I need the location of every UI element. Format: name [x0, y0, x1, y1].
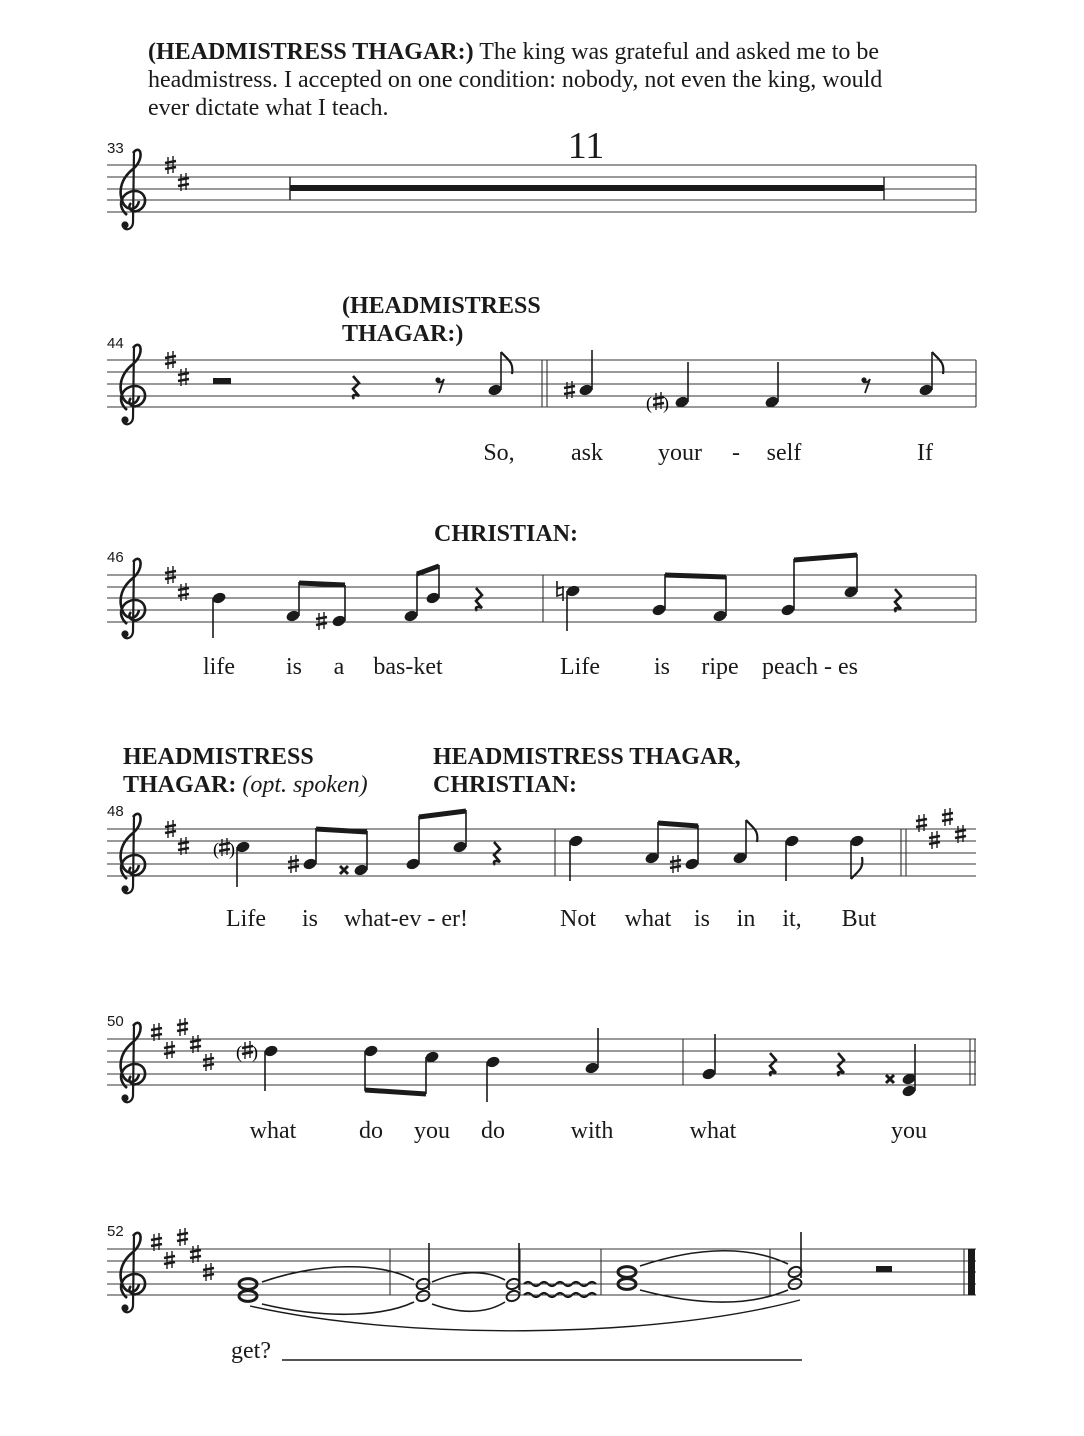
lyric: If — [917, 440, 933, 466]
measure-number: 46 — [107, 549, 124, 566]
staff-system-46 — [107, 575, 976, 622]
lyric: ask — [571, 440, 603, 466]
lyric: Life — [560, 654, 600, 680]
measure-number: 52 — [107, 1223, 124, 1240]
staff-system-44 — [107, 360, 976, 407]
lyric: ripe — [701, 654, 739, 680]
character-label: CHRISTIAN: — [434, 521, 579, 547]
measure-number: 33 — [107, 140, 124, 157]
lyric: peach - es — [762, 654, 858, 680]
lyric: self — [766, 440, 802, 466]
lyric: what — [689, 1118, 737, 1144]
lyric: Not — [560, 906, 596, 932]
lyric: it, — [782, 906, 802, 932]
dialogue-body: The king was grateful and asked me to be headmistress. I accepted on one condition: nobody, not even the king, would ever dictate what I teach. — [148, 39, 883, 121]
lyric: you — [414, 1118, 450, 1144]
lyric: But — [841, 906, 877, 932]
svg-text:(: ( — [646, 393, 652, 413]
character-label: HEADMISTRESS THAGAR: (opt. spoken) — [123, 744, 368, 798]
lyric: in — [736, 906, 756, 932]
dialogue-speaker: (HEADMISTRESS THAGAR:) — [148, 39, 474, 65]
lyric: So, — [483, 440, 515, 466]
multirest-count: 11 — [567, 125, 605, 167]
lyric: - — [732, 440, 740, 466]
lyric: do — [481, 1118, 505, 1144]
lyric: what — [249, 1118, 297, 1144]
character-label: HEADMISTRESS THAGAR, CHRISTIAN: — [433, 744, 741, 798]
lyric: is — [285, 654, 303, 680]
svg-text:(: ( — [236, 1042, 242, 1062]
lyric: bas-ket — [373, 654, 443, 680]
measure-number: 44 — [107, 335, 124, 352]
measure-number: 48 — [107, 803, 124, 820]
staff-system-52 — [107, 1249, 976, 1295]
lyric: a — [333, 654, 345, 680]
lyric: Life — [226, 906, 266, 932]
svg-text:): ) — [663, 393, 669, 413]
lyric: is — [301, 906, 319, 932]
lyric: what-ev - er! — [344, 906, 468, 932]
lyric: do — [359, 1118, 383, 1144]
measure-number: 50 — [107, 1013, 124, 1030]
lyric: get? — [231, 1338, 271, 1364]
lyric: is — [693, 906, 711, 932]
character-label: (HEADMISTRESS THAGAR:) — [342, 293, 541, 347]
lyric: is — [653, 654, 671, 680]
lyric: your — [658, 440, 702, 466]
svg-text:): ) — [252, 1042, 258, 1062]
lyric: you — [891, 1118, 927, 1144]
lyric: with — [570, 1118, 614, 1144]
svg-text:(: ( — [213, 839, 219, 859]
lyric: what — [624, 906, 672, 932]
svg-text:): ) — [229, 839, 235, 859]
lyric: life — [203, 654, 235, 680]
